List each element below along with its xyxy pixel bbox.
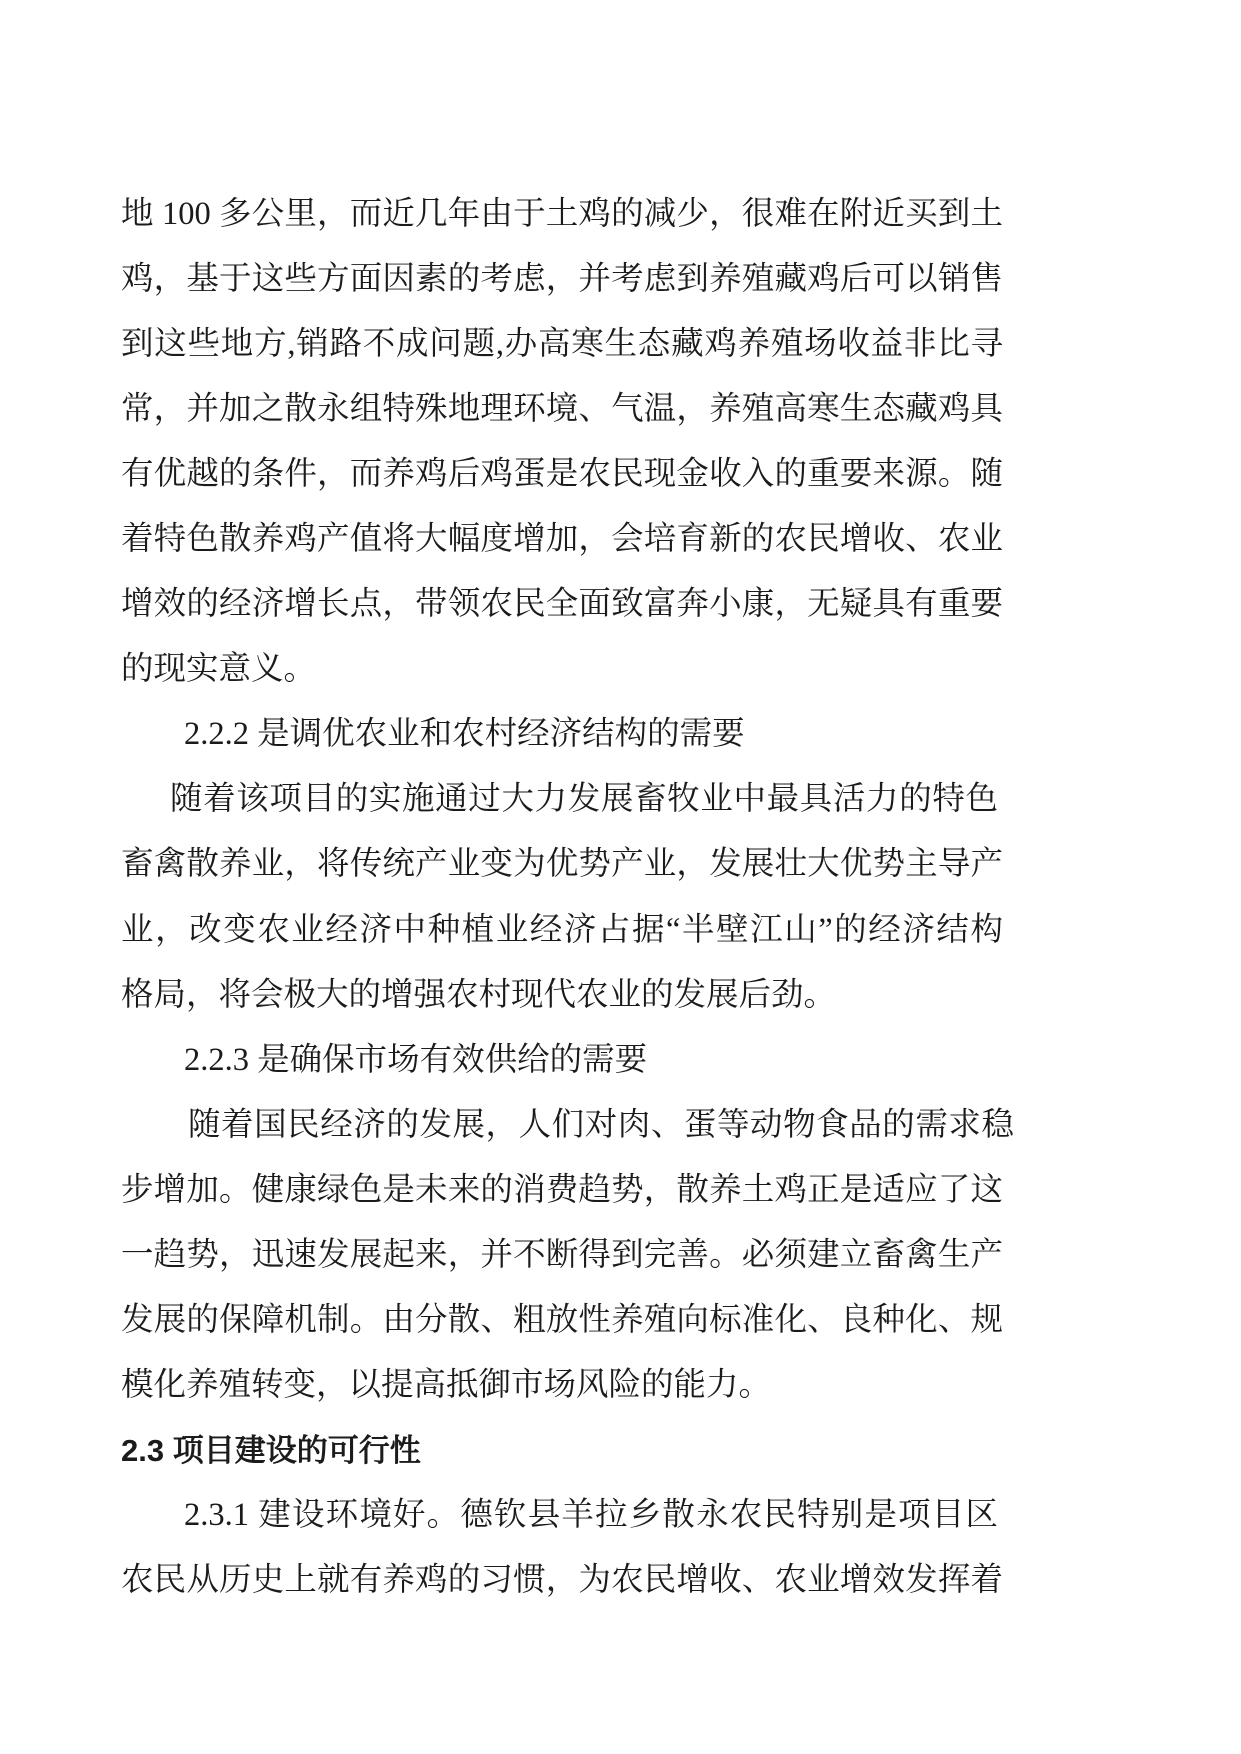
paragraph-continued	[121, 182, 1003, 702]
body-line: 增效的经济增长点，带领农民全面致富奔小康，无疑具有重要	[121, 586, 1003, 623]
body-line: 发展的保障机制。由分散、粗放性养殖向标准化、良种化、规	[121, 1301, 1003, 1338]
body-line: 着特色散养鸡产值将大幅度增加，会培育新的农民增收、农业	[121, 521, 1003, 558]
body-line: 地 100 多公里，而近几年由于土鸡的减少，很难在附近买到土	[121, 196, 1003, 232]
body-line: 步增加。健康绿色是未来的消费趋势，散养土鸡正是适应了这	[121, 1171, 1003, 1208]
subheading-2-2-3: 2.2.3 是确保市场有效供给的需要	[184, 1041, 648, 1078]
paragraph-2-2-3	[121, 1093, 1014, 1418]
body-line: 随着国民经济的发展，人们对肉、蛋等动物食品的需求稳	[188, 1106, 1014, 1143]
paragraph-2-3-1	[121, 1483, 1003, 1613]
body-line: 模化养殖转变，以提高抵御市场风险的能力。	[121, 1366, 772, 1403]
subheading-2-2-2: 2.2.2 是调优农业和农村经济结构的需要	[184, 716, 745, 753]
body-line: 格局，将会极大的增强农村现代农业的发展后劲。	[121, 976, 837, 1013]
document-body	[121, 182, 1014, 1613]
section-heading-2-3: 2.3 项目建设的可行性	[121, 1432, 421, 1468]
body-line: 的现实意义。	[121, 651, 317, 688]
body-line: 有优越的条件，而养鸡后鸡蛋是农民现金收入的重要来源。随	[121, 456, 1003, 493]
body-line: 业，改变农业经济中种植业经济占据“半壁江山”的经济结构	[121, 911, 1003, 948]
body-line: 一趋势，迅速发展起来，并不断得到完善。必须建立畜禽生产	[121, 1236, 1003, 1273]
body-line: 到这些地方,销路不成问题,办高寒生态藏鸡养殖场收益非比寻	[121, 326, 1003, 363]
body-line: 常，并加之散永组特殊地理环境、气温，养殖高寒生态藏鸡具	[121, 391, 1003, 428]
body-line: 畜禽散养业，将传统产业变为优势产业，发展壮大优势主导产	[121, 846, 1003, 883]
body-line: 随着该项目的实施通过大力发展畜牧业中最具活力的特色	[170, 781, 998, 818]
paragraph-2-2-2	[121, 767, 1003, 1027]
body-line: 2.3.1 建设环境好。德钦县羊拉乡散永农民特别是项目区	[184, 1496, 998, 1533]
body-line: 鸡，基于这些方面因素的考虑，并考虑到养殖藏鸡后可以销售	[121, 261, 1003, 298]
body-line: 农民从历史上就有养鸡的习惯，为农民增收、农业增效发挥着	[121, 1561, 1003, 1598]
